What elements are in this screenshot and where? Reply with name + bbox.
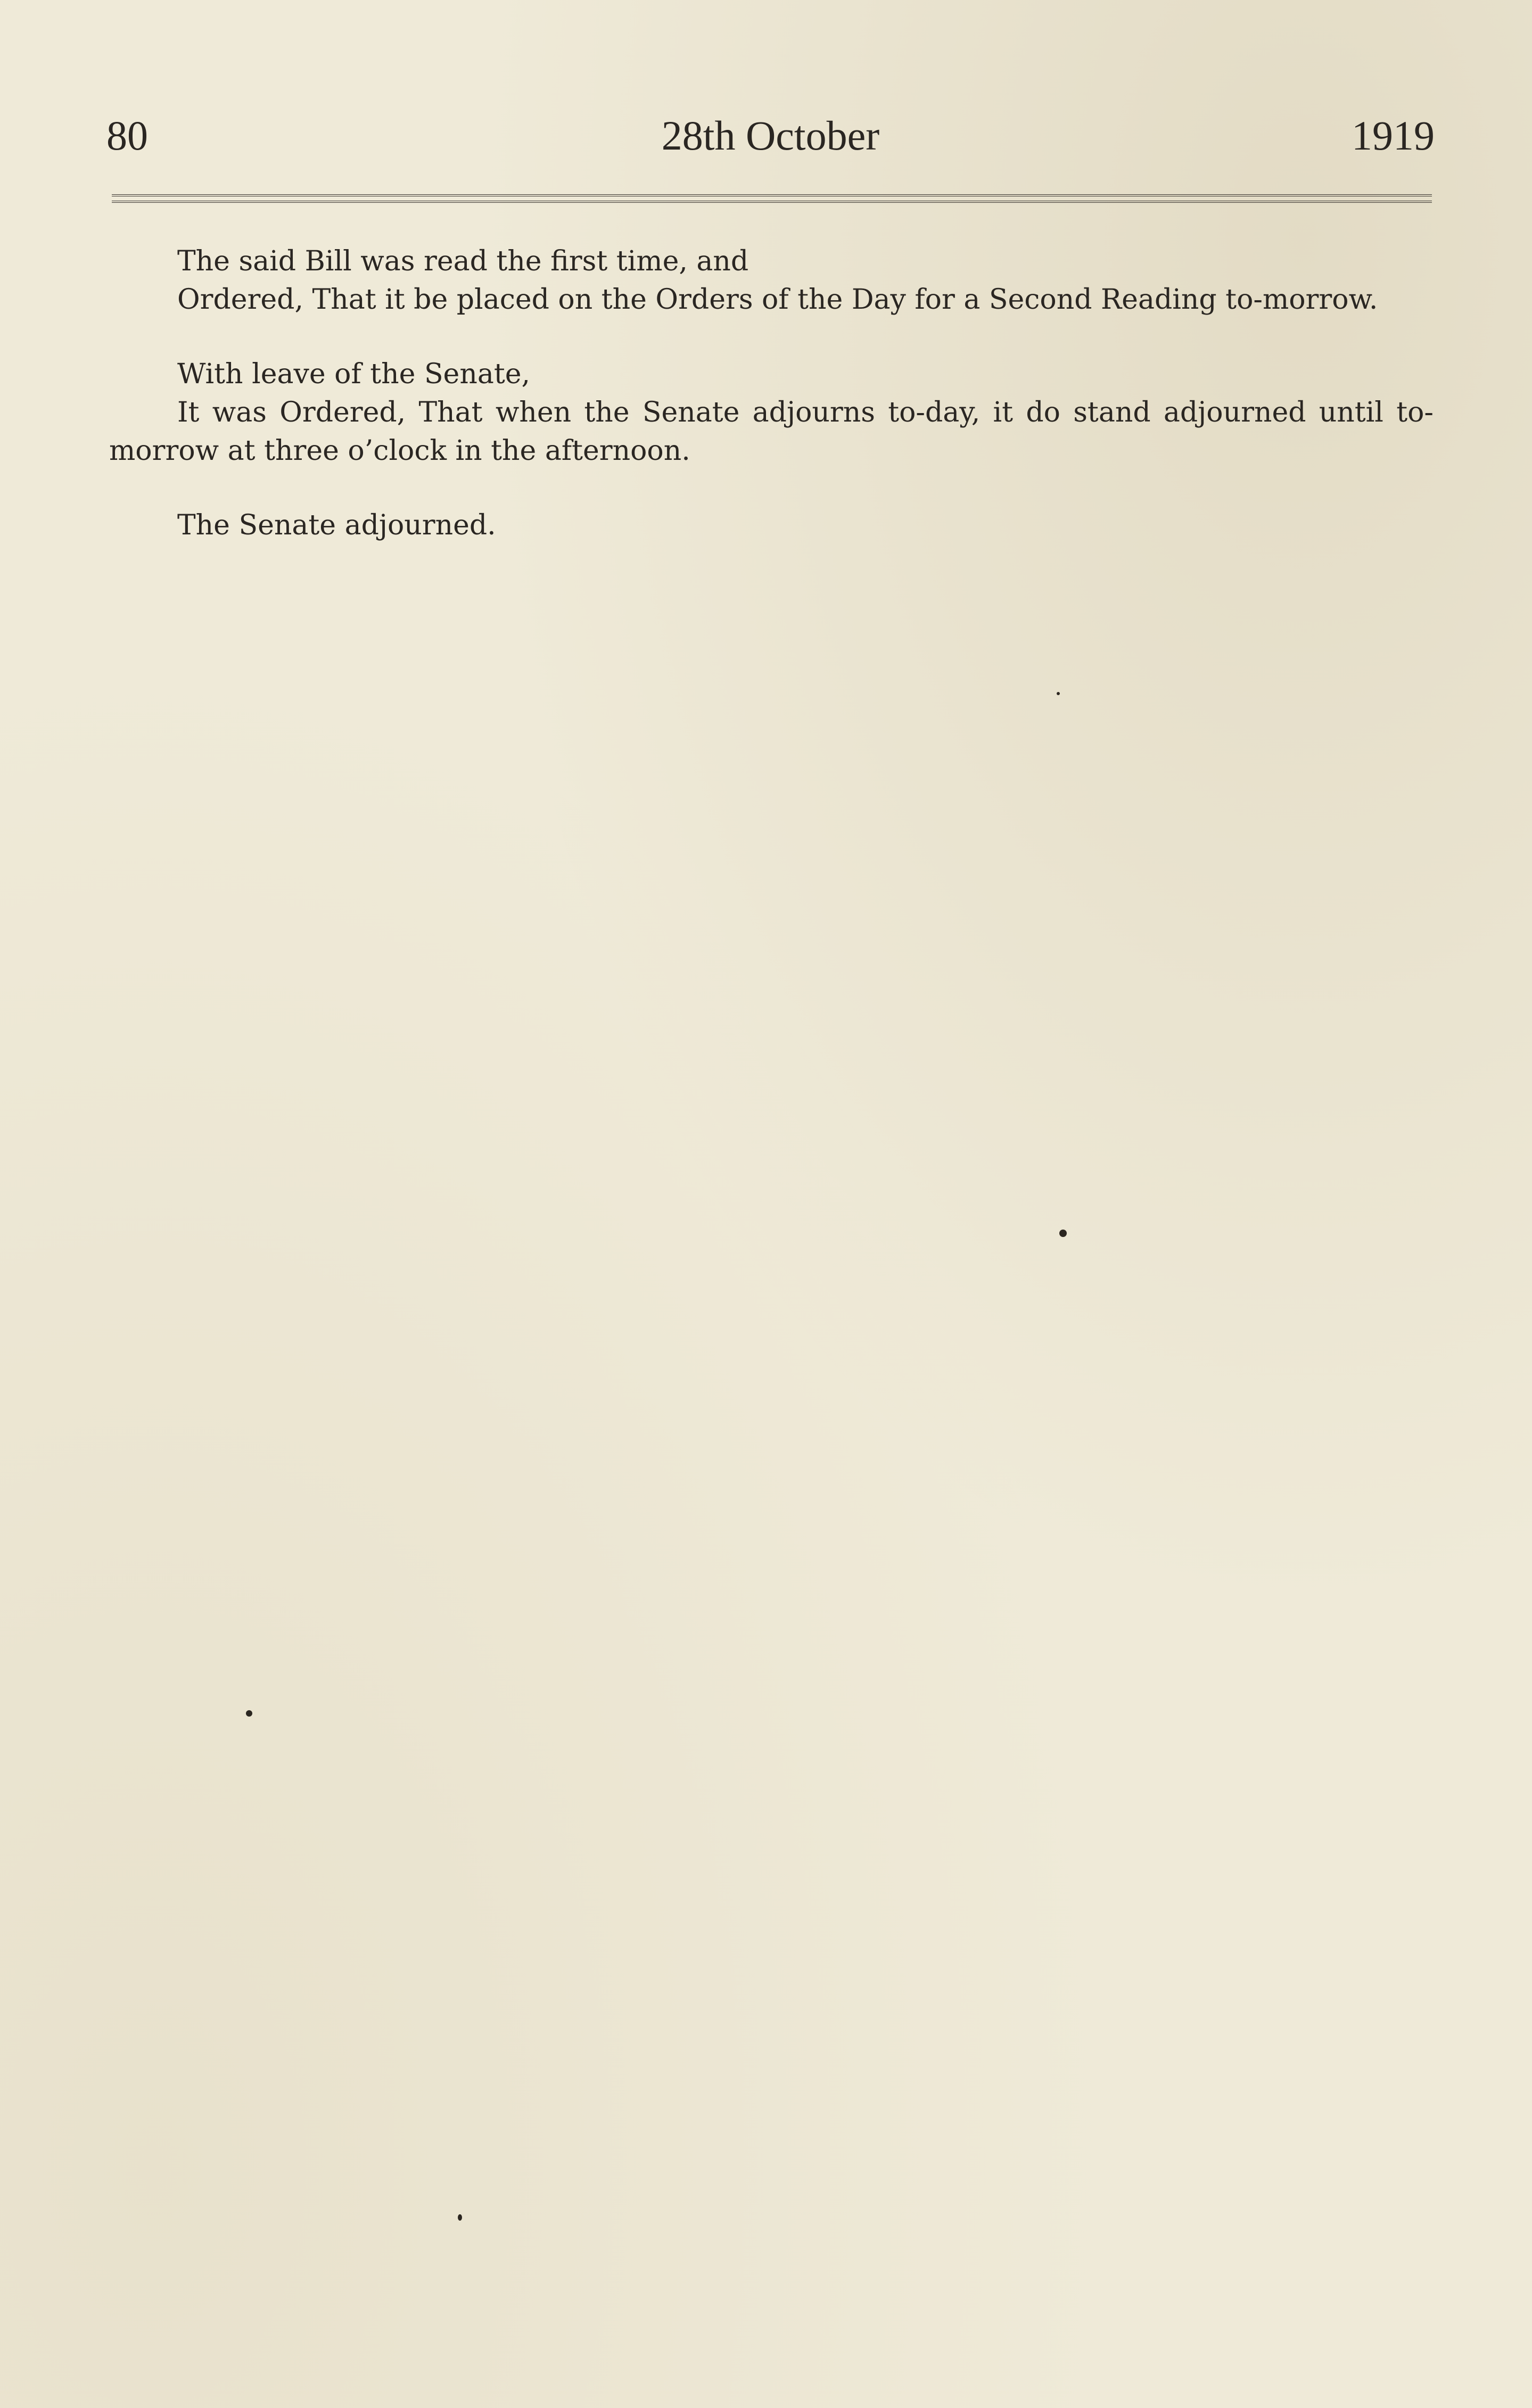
paragraph-adjournment-order: It was Ordered, That when the Senate adjourns to-day, it do stand adjourned until to-morrow at three o’clock in the afternoon. — [109, 397, 1434, 467]
header-rule — [112, 194, 1432, 203]
header-year: 1919 — [1352, 112, 1435, 159]
paragraph-senate-adjourned: The Senate adjourned. — [177, 509, 496, 541]
paragraph-first-reading: The said Bill was read the first time, and — [177, 245, 749, 277]
body-text — [109, 242, 1434, 545]
page-header — [106, 106, 1435, 165]
page-number: 80 — [106, 112, 148, 159]
header-date: 28th October — [661, 112, 880, 159]
paragraph-leave-of-senate: With leave of the Senate, — [177, 358, 531, 390]
paragraph-ordered-second-reading: Ordered, That it be placed on the Orders of the Day for a Second Reading to-morrow. — [177, 284, 1378, 316]
